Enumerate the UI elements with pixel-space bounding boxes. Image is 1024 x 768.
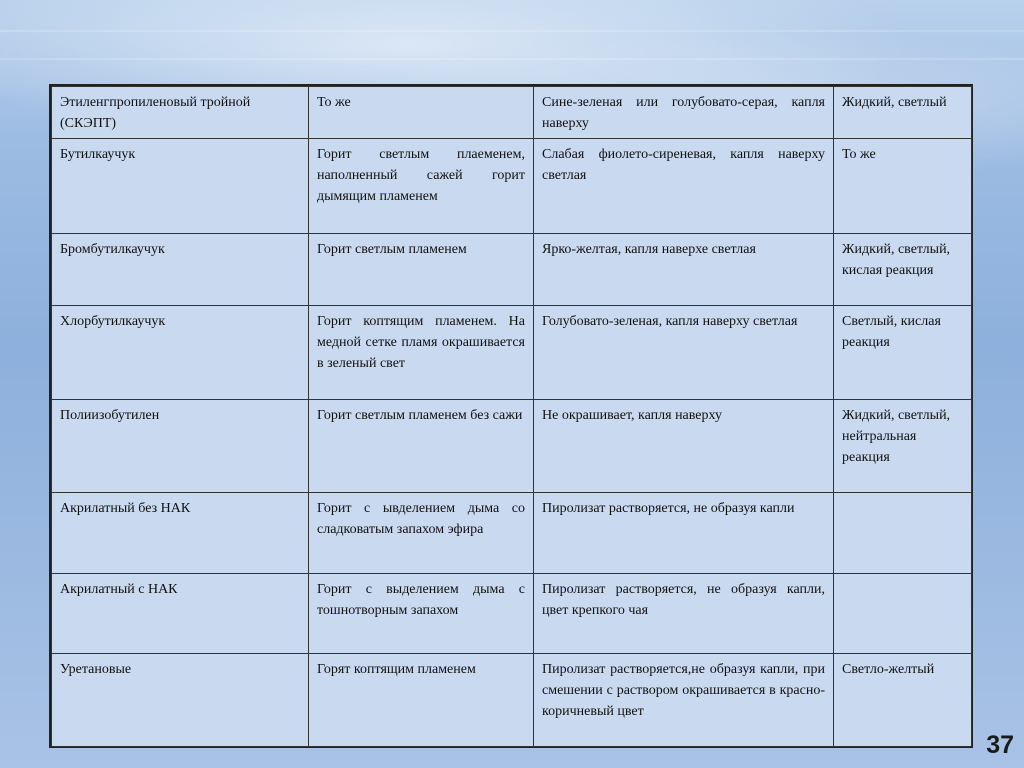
table-cell: Светлый, кислая реакция	[834, 306, 972, 400]
table-cell: Горит светлым пламенем без сажи	[309, 400, 534, 493]
table-cell: Бутилкаучук	[52, 139, 309, 234]
table-cell: Горит с ывделением дыма со сладковатым запахом эфира	[309, 493, 534, 574]
table-cell: Сине-зеленая или голубовато-серая, капля наверху	[534, 87, 834, 139]
table-cell: Акрилатный с НАК	[52, 574, 309, 654]
table-cell: Полиизобутилен	[52, 400, 309, 493]
table-row	[52, 87, 972, 139]
table-cell: Этиленгпропиленовый тройной (СКЭПТ)	[52, 87, 309, 139]
table-cell: Горит коптящим пламенем. На медной сетке пламя окрашивается в зеленый свет	[309, 306, 534, 400]
table-cell: Слабая фиолето-сиреневая, капля наверху светлая	[534, 139, 834, 234]
table-cell: То же	[309, 87, 534, 139]
properties-table-container	[49, 84, 973, 748]
table-row	[52, 654, 972, 747]
table-cell	[834, 574, 972, 654]
page-number: 37	[986, 731, 1014, 759]
table-cell: То же	[834, 139, 972, 234]
table-cell: Хлорбутилкаучук	[52, 306, 309, 400]
table-cell: Жидкий, светлый, нейтральная реакция	[834, 400, 972, 493]
properties-table	[51, 86, 972, 747]
table-cell: Голубовато-зеленая, капля наверху светлая	[534, 306, 834, 400]
table-cell	[834, 493, 972, 574]
table-cell: Уретановые	[52, 654, 309, 747]
table-cell: Горит светлым плаеменем, наполненный сажей горит дымящим пламенем	[309, 139, 534, 234]
table-cell: Пиролизат растворяется,не образуя капли, при смешении с раствором окрашивается в красно-коричневый цвет	[534, 654, 834, 747]
table-cell: Бромбутилкаучук	[52, 234, 309, 306]
table-cell: Жидкий, светлый	[834, 87, 972, 139]
table-row	[52, 234, 972, 306]
table-row	[52, 139, 972, 234]
table-cell: Горят коптящим пламенем	[309, 654, 534, 747]
table-cell: Акрилатный без НАК	[52, 493, 309, 574]
table-row	[52, 574, 972, 654]
table-cell: Ярко-желтая, капля наверхе светлая	[534, 234, 834, 306]
table-cell: Жидкий, светлый, кислая реакция	[834, 234, 972, 306]
table-cell: Горит с выделением дыма с тошнотворным запахом	[309, 574, 534, 654]
table-cell: Пиролизат растворяется, не образуя капли	[534, 493, 834, 574]
table-cell: Пиролизат растворяется, не образуя капли, цвет крепкого чая	[534, 574, 834, 654]
table-row	[52, 493, 972, 574]
table-cell: Светло-желтый	[834, 654, 972, 747]
table-row	[52, 400, 972, 493]
table-cell: Горит светлым пламенем	[309, 234, 534, 306]
table-row	[52, 306, 972, 400]
table-cell: Не окрашивает, капля наверху	[534, 400, 834, 493]
